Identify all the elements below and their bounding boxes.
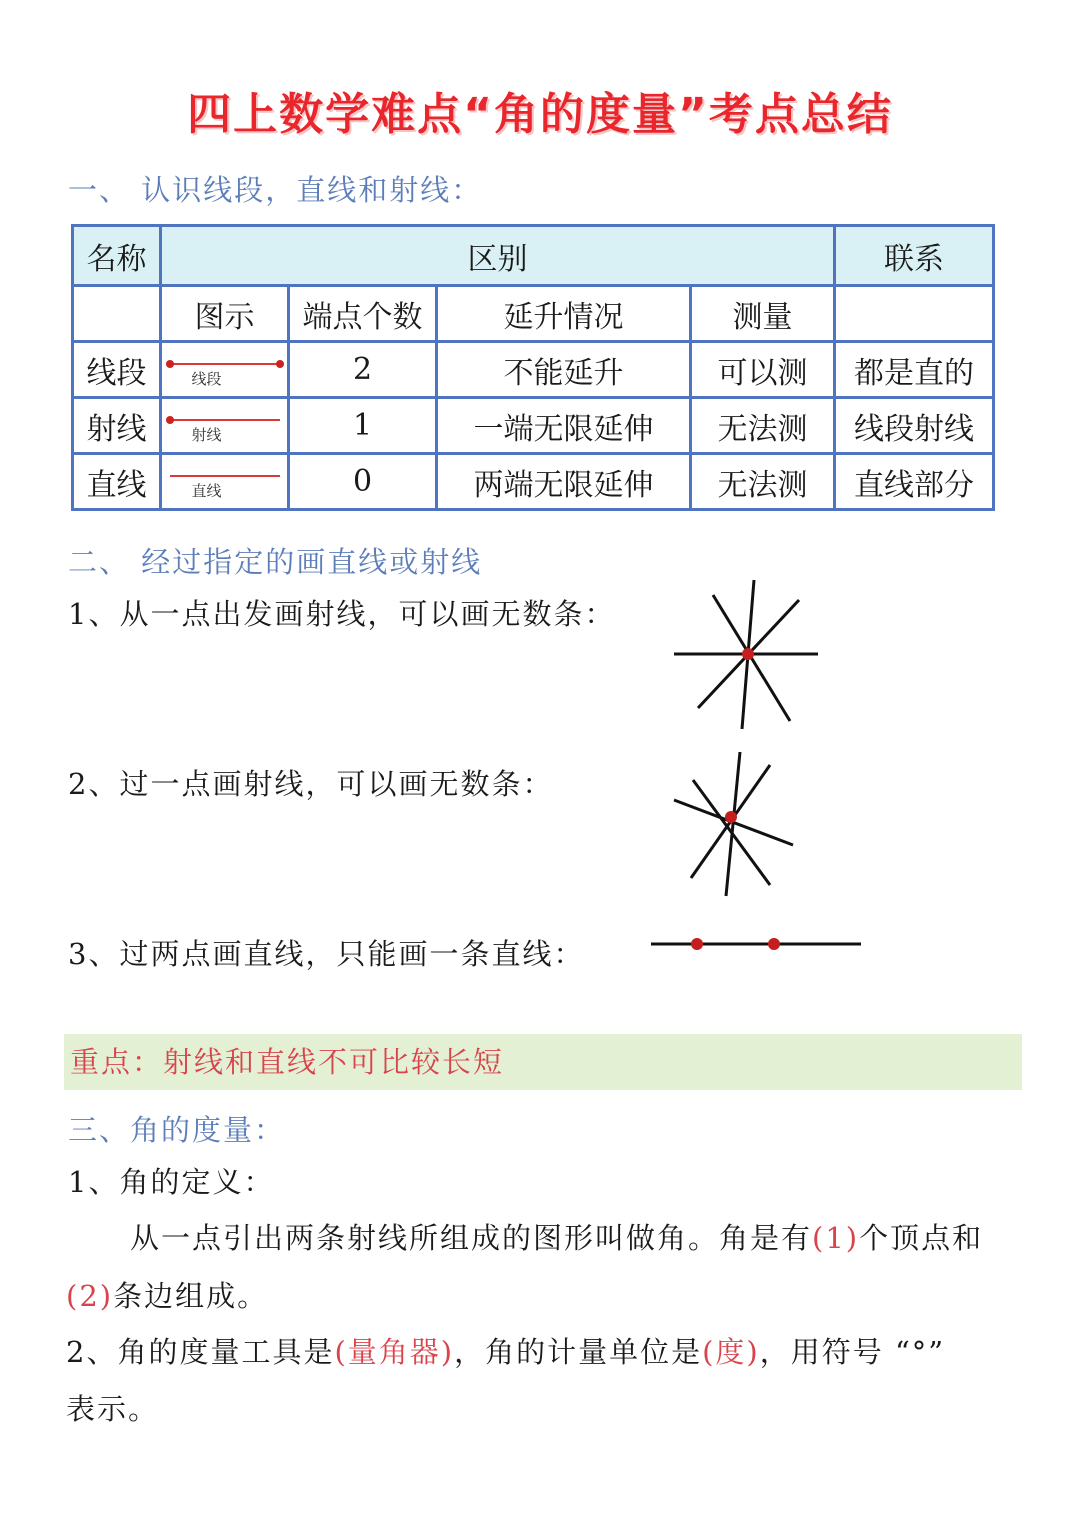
figure-label: 直线 [191,481,222,500]
blank-answer: (2) [66,1279,114,1313]
section-3-heading: 三、角的度量： [68,1113,286,1147]
definition-text: 从一点引出两条射线所组成的图形叫做角。角是有 [130,1221,813,1255]
point-b [768,938,780,950]
center-point [742,648,754,660]
definition-text: 条边组成。 [113,1279,269,1313]
subheader-endpoints: 端点个数 [289,286,437,342]
angle-measure-line-1 [66,1330,945,1371]
subheader-measure: 测量 [691,286,835,342]
angle-definition-line-1 [130,1216,983,1257]
item-rays-through-point: 2、过一点画射线，可以画无数条： [68,767,554,801]
point-a [691,938,703,950]
measure-text: 2、角的度量工具是 [66,1335,335,1369]
row-endpoints: 2 [289,342,437,398]
subheader-extend: 延升情况 [437,286,691,342]
figure-label: 线段 [191,369,222,388]
row-name: 直线 [73,454,161,510]
row-endpoints: 0 [289,454,437,510]
figure-label: 射线 [191,425,222,444]
row-relation: 直线部分 [835,454,994,510]
row-name: 线段 [73,342,161,398]
row-measure: 可以测 [691,342,835,398]
header-relation: 联系 [835,226,994,286]
section-2-heading: 二、 经过指定的画直线或射线 [68,545,483,579]
row-measure: 无法测 [691,398,835,454]
row-extend: 一端无限延伸 [437,398,691,454]
row-relation: 线段射线 [835,398,994,454]
page-title: 四上数学难点“角的度量”考点总结 [187,89,893,140]
row-name: 射线 [73,398,161,454]
header-name: 名称 [73,226,161,286]
item-line-through-two-points: 3、过两点画直线，只能画一条直线： [68,937,585,971]
subheader-figure: 图示 [161,286,289,342]
row-endpoints: 1 [289,398,437,454]
row-extend: 不能延升 [437,342,691,398]
angle-definition-title: 1、角的定义： [68,1165,275,1199]
item-rays-from-point: 1、从一点出发画射线，可以画无数条： [68,597,616,631]
row-measure: 无法测 [691,454,835,510]
header-difference: 区别 [161,226,835,286]
measure-text: ，用符号 “°” [759,1335,946,1369]
blank-answer: (1) [812,1221,860,1255]
key-point-banner: 重点：射线和直线不可比较长短 [64,1034,1022,1090]
rays-through-point-figure [674,752,793,896]
definition-text: 个顶点和 [859,1221,984,1255]
angle-definition-line-2 [66,1274,268,1315]
blank-answer: (量角器) [334,1335,455,1369]
blank-answer: (度) [702,1335,760,1369]
row-extend: 两端无限延伸 [437,454,691,510]
angle-measure-line-2: 表示。 [66,1392,160,1426]
section-1-heading: 一、 认识线段，直线和射线： [68,173,483,207]
measure-text: ，角的计量单位是 [454,1335,703,1369]
row-relation: 都是直的 [835,342,994,398]
center-point [725,811,737,823]
